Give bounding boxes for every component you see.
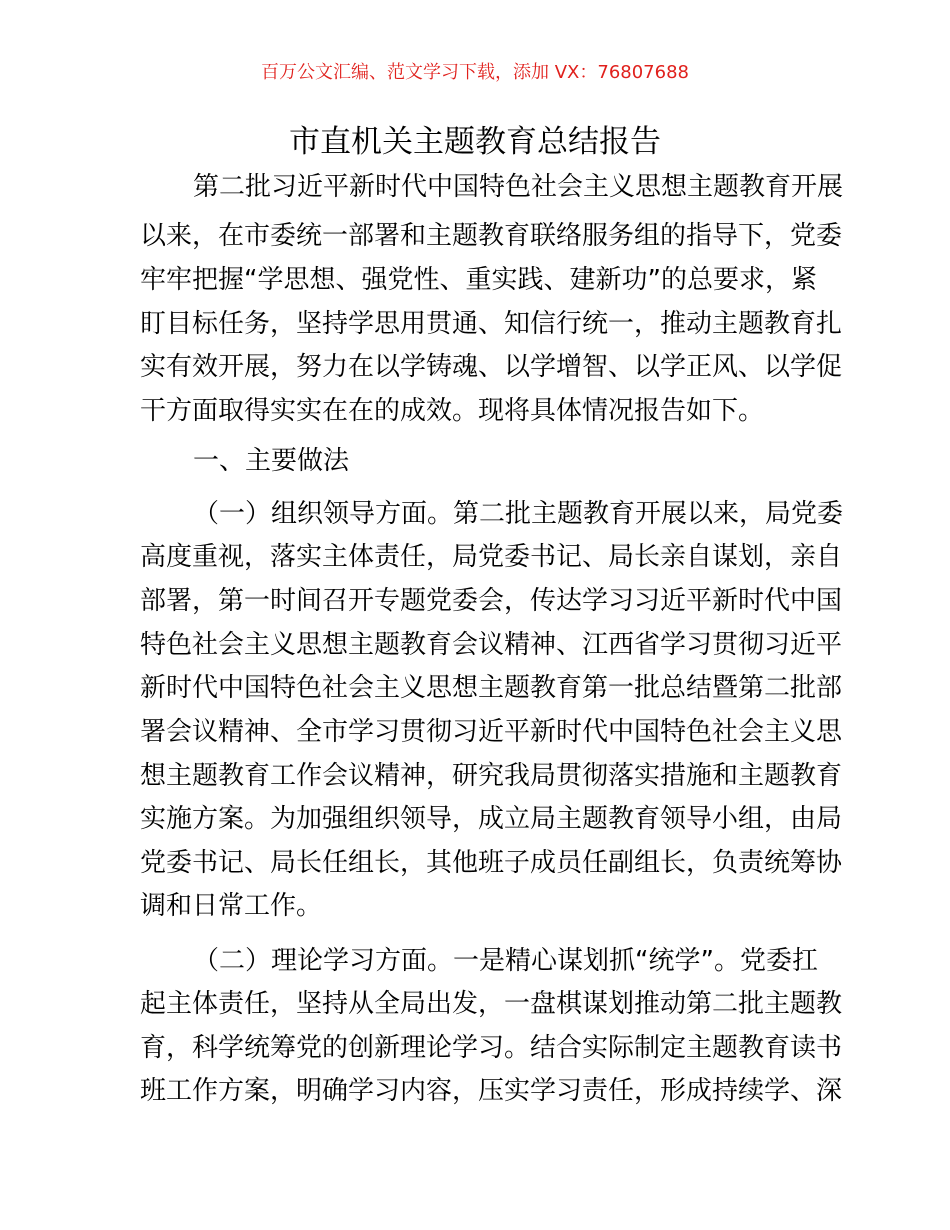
paragraph-theory-line: 起主体责任，坚持从全局出发，一盘棋谋划推动第二批主题教 — [140, 989, 843, 1019]
paragraph-theory-line: 育，科学统筹党的创新理论学习。结合实际制定主题教育读书 — [140, 1033, 843, 1063]
paragraph-theory-line: （二）理论学习方面。一是精心谋划抓“统学”。党委扛 — [193, 946, 818, 976]
watermark-banner: 百万公文汇编、范文学习下载，添加 VX：76807688 — [261, 62, 689, 83]
paragraph-org-line: 党委书记、局长任组长，其他班子成员任副组长，负责统筹协 — [140, 848, 843, 878]
paragraph-intro-line: 牢牢把握“学思想、强党性、重实践、建新功”的总要求，紧 — [140, 265, 817, 295]
paragraph-org-line: 特色社会主义思想主题教育会议精神、江西省学习贯彻习近平 — [140, 630, 843, 660]
section-heading: 一、主要做法 — [193, 446, 350, 476]
document-title: 市直机关主题教育总结报告 — [289, 124, 661, 160]
paragraph-intro-line: 干方面取得实实在在的成效。现将具体情况报告如下。 — [140, 396, 765, 426]
paragraph-org-line: 实施方案。为加强组织领导，成立局主题教育领导小组，由局 — [140, 804, 843, 834]
paragraph-intro-line: 盯目标任务，坚持学思用贯通、知信行统一，推动主题教育扎 — [140, 309, 843, 339]
paragraph-org-line: 署会议精神、全市学习贯彻习近平新时代中国特色社会主义思 — [140, 717, 843, 747]
paragraph-org-line: 新时代中国特色社会主义思想主题教育第一批总结暨第二批部 — [140, 673, 843, 703]
paragraph-intro-line: 第二批习近平新时代中国特色社会主义思想主题教育开展 — [193, 172, 844, 202]
paragraph-theory-line: 班工作方案，明确学习内容，压实学习责任，形成持续学、深 — [140, 1076, 843, 1106]
paragraph-org-line: 高度重视，落实主体责任，局党委书记、局长亲自谋划，亲自 — [140, 542, 843, 572]
paragraph-org-line: 调和日常工作。 — [140, 891, 323, 921]
paragraph-org-line: 部署，第一时间召开专题党委会，传达学习习近平新时代中国 — [140, 586, 843, 616]
paragraph-org-line: （一）组织领导方面。第二批主题教育开展以来，局党委 — [193, 499, 844, 529]
paragraph-org-line: 想主题教育工作会议精神，研究我局贯彻落实措施和主题教育 — [140, 761, 843, 791]
paragraph-intro-line: 以来，在市委统一部署和主题教育联络服务组的指导下，党委 — [140, 221, 843, 251]
paragraph-intro-line: 实有效开展，努力在以学铸魂、以学增智、以学正风、以学促 — [140, 352, 843, 382]
